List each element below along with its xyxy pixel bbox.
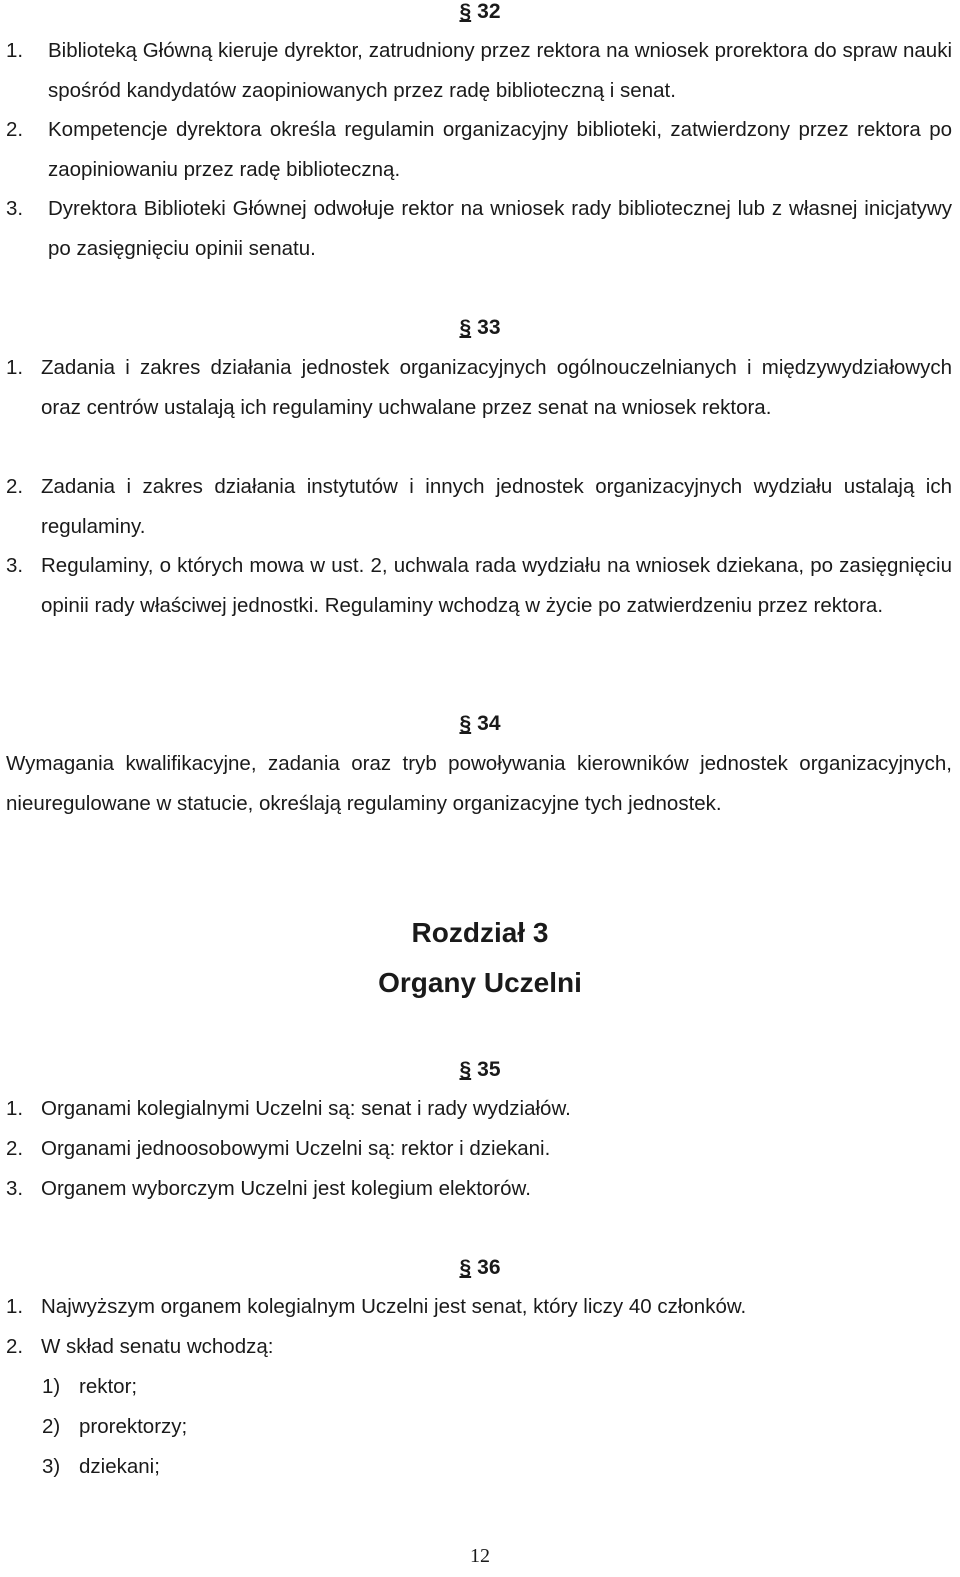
item-number: 2. — [6, 475, 24, 498]
sub-list-item — [42, 1447, 160, 1487]
section-sign: § — [459, 1058, 472, 1081]
item-text: Organami jednoosobowymi Uczelni są: rektor i dziekani. — [41, 1137, 551, 1160]
list-item — [6, 1287, 952, 1327]
section-number: 33 — [477, 316, 501, 339]
list-item — [6, 110, 952, 190]
sub-item-number: 1) — [42, 1375, 61, 1398]
item-number: 1. — [6, 356, 24, 379]
item-text: Zadania i zakres działania instytutów i innych jednostek organizacyjnych wydziału ustalają ich regulaminy. — [41, 475, 952, 538]
item-number: 1. — [6, 1097, 24, 1120]
list-item — [6, 1327, 952, 1367]
item-text: Biblioteką Główną kieruje dyrektor, zatrudniony przez rektora na wniosek prorektora do spraw nauki spośród kandydatów zaopiniowanych przez radę biblioteczną i senat. — [48, 39, 952, 102]
section-number: 32 — [477, 0, 501, 23]
section-heading-35 — [0, 1056, 960, 1084]
item-number: 2. — [6, 1137, 24, 1160]
item-text: Najwyższym organem kolegialnym Uczelni jest senat, który liczy 40 członków. — [41, 1295, 747, 1318]
item-text: Kompetencje dyrektora określa regulamin organizacyjny biblioteki, zatwierdzony przez rektora po zaopiniowaniu przez radę biblioteczną. — [48, 118, 952, 181]
sub-item-text: prorektorzy; — [79, 1415, 188, 1438]
item-number: 1. — [6, 1295, 24, 1318]
item-number: 3. — [6, 554, 24, 577]
list-item — [6, 1129, 952, 1169]
section-heading-32 — [0, 0, 960, 26]
list-item — [6, 189, 952, 269]
section-heading-33 — [0, 314, 960, 342]
item-number: 1. — [6, 39, 24, 62]
section-sign: § — [459, 0, 472, 23]
section-heading-34 — [0, 710, 960, 738]
item-text: W skład senatu wchodzą: — [41, 1335, 274, 1358]
page-number: 12 — [470, 1545, 490, 1567]
sub-item-text: rektor; — [79, 1375, 138, 1398]
sub-item-number: 2) — [42, 1415, 61, 1438]
item-number: 3. — [6, 197, 24, 220]
chapter-subtitle: Organy Uczelni — [378, 967, 582, 998]
paragraph: Wymagania kwalifikacyjne, zadania oraz tryb powoływania kierowników jednostek organizacyjnych, nieuregulowane w statucie, określają regulaminy organizacyjne tych jednostek. — [6, 752, 952, 815]
sub-item-text: dziekani; — [79, 1455, 160, 1478]
item-text: Zadania i zakres działania jednostek organizacyjnych ogólnouczelnianych i międzywydziałowych oraz centrów ustalają ich regulaminy uchwalane przez senat na wniosek rektora. — [41, 356, 952, 419]
section-number: 35 — [477, 1058, 501, 1081]
section-sign: § — [459, 316, 472, 339]
sub-list-item — [42, 1367, 137, 1407]
item-text: Dyrektora Biblioteki Głównej odwołuje rektor na wniosek rady bibliotecznej lub z własnej inicjatywy po zasięgnięciu opinii senatu. — [48, 197, 952, 260]
item-number: 3. — [6, 1177, 24, 1200]
list-item — [6, 348, 952, 428]
item-number: 2. — [6, 118, 24, 141]
section-sign: § — [459, 712, 472, 735]
item-text: Organem wyborczym Uczelni jest kolegium elektorów. — [41, 1177, 531, 1200]
item-text: Organami kolegialnymi Uczelni są: senat i rady wydziałów. — [41, 1097, 571, 1120]
section-sign: § — [459, 1256, 472, 1279]
list-item — [6, 1089, 952, 1129]
sub-list-item — [42, 1407, 187, 1447]
list-item — [6, 1169, 952, 1209]
list-item — [6, 31, 952, 111]
sub-item-number: 3) — [42, 1455, 61, 1478]
section-number: 34 — [477, 712, 501, 735]
chapter-title: Rozdział 3 — [411, 917, 549, 948]
section-heading-36 — [0, 1254, 960, 1282]
list-item — [6, 467, 952, 547]
list-item — [6, 546, 952, 626]
item-number: 2. — [6, 1335, 24, 1358]
item-text: Regulaminy, o których mowa w ust. 2, uchwala rada wydziału na wniosek dziekana, po zasięgnięciu opinii rady właściwej jednostki. Regulaminy wchodzą w życie po zatwierdzeniu przez rektora. — [41, 554, 952, 617]
section-number: 36 — [477, 1256, 501, 1279]
